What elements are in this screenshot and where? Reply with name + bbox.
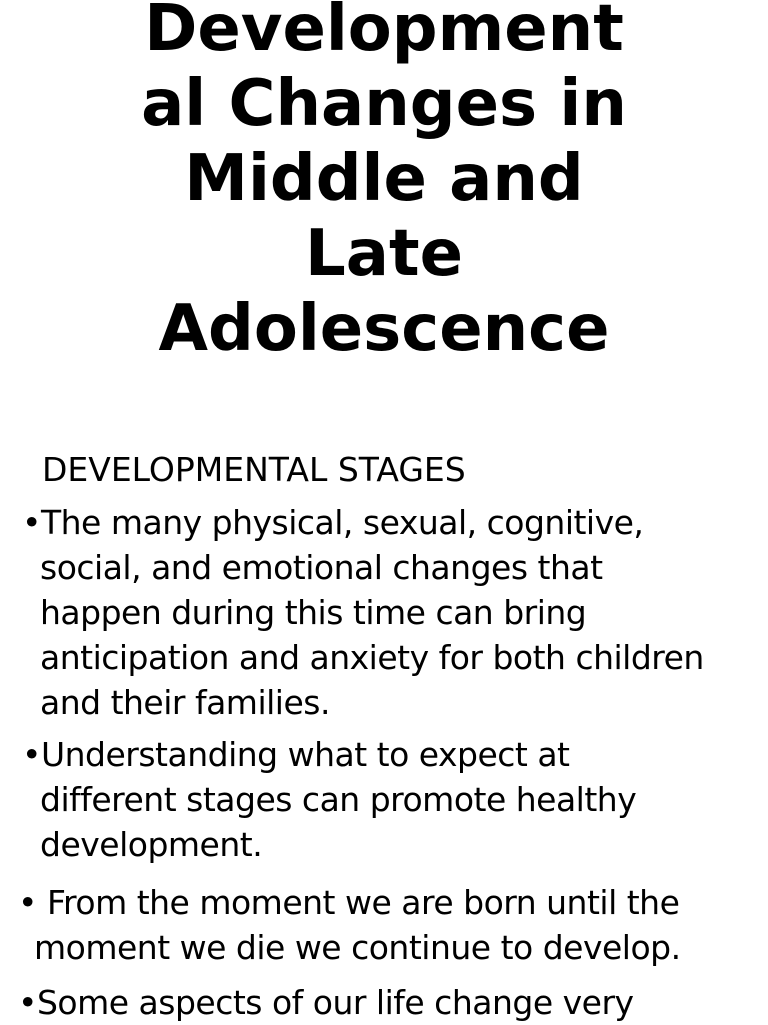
bullet-line: •Understanding what to expect at — [22, 735, 570, 774]
slide-title-line: Development — [144, 0, 624, 66]
bullet-line: •Some aspects of our life change very — [18, 983, 634, 1022]
slide-title-line: Middle and — [184, 142, 584, 216]
section-heading: DEVELOPMENTAL STAGES — [42, 450, 466, 489]
bullet-line: different stages can promote healthy — [40, 780, 637, 819]
bullet-item — [22, 732, 636, 867]
bullet-line: • From the moment we are born until the — [18, 883, 680, 922]
bullet-item — [18, 980, 634, 1025]
slide-title-line: al Changes in — [141, 67, 627, 141]
bullet-item — [18, 880, 681, 970]
slide-title-line: Late — [305, 217, 463, 291]
slide-title-line: Adolescence — [158, 292, 610, 366]
slide-title — [0, 0, 768, 367]
bullet-line: social, and emotional changes that — [40, 548, 603, 587]
bullet-line: development. — [40, 825, 263, 864]
bullet-line: happen during this time can bring — [40, 593, 587, 632]
bullet-line: anticipation and anxiety for both children — [40, 638, 704, 677]
bullet-item — [22, 500, 704, 725]
bullet-line: •The many physical, sexual, cognitive, — [22, 503, 644, 542]
bullet-line: moment we die we continue to develop. — [34, 928, 681, 967]
bullet-line: and their families. — [40, 683, 330, 722]
